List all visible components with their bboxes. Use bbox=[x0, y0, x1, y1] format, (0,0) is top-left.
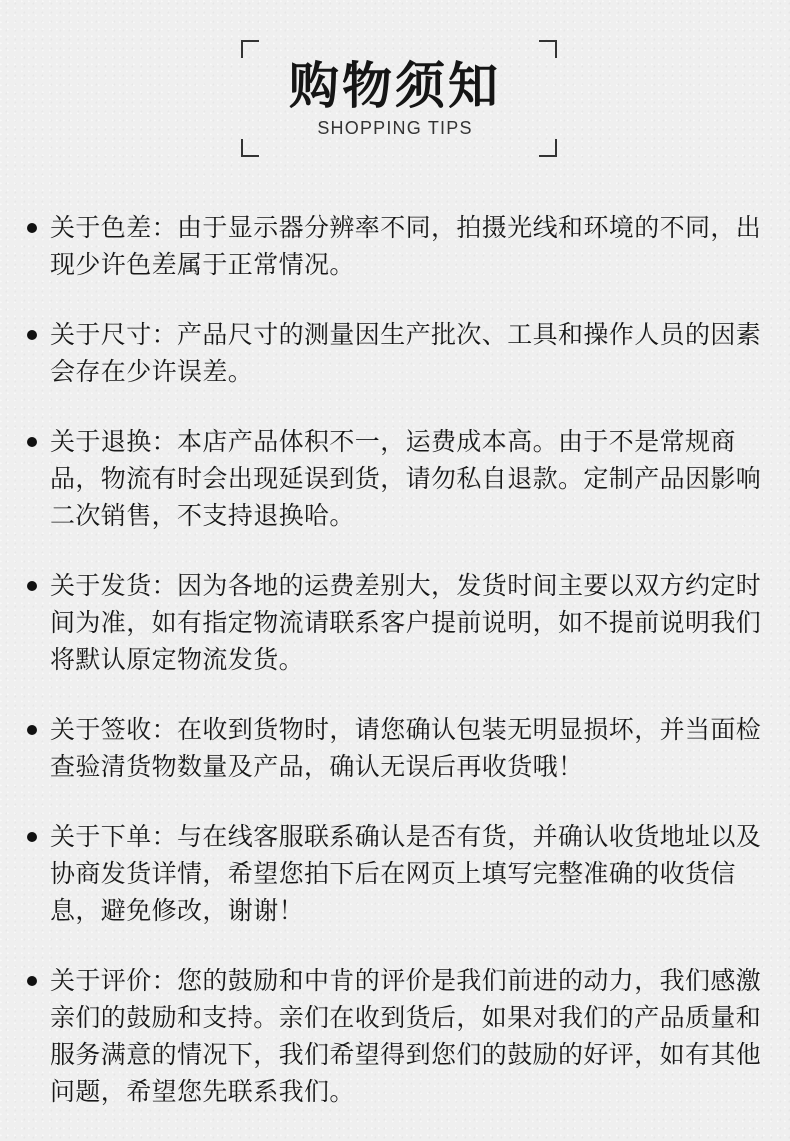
bullet-icon bbox=[27, 437, 37, 447]
bullet-icon bbox=[27, 725, 37, 735]
tips-list bbox=[24, 209, 768, 1110]
tip-returns bbox=[24, 423, 768, 534]
tip-shipping bbox=[24, 567, 768, 678]
bullet-icon bbox=[27, 581, 37, 591]
tip-text: 关于发货：因为各地的运费差别大，发货时间主要以双方约定时间为准，如有指定物流请联系客户提前说明，如不提前说明我们将默认原定物流发货。 bbox=[50, 571, 762, 674]
page-title: 购物须知 bbox=[289, 57, 501, 115]
top-right-corner-bracket bbox=[539, 40, 557, 58]
tip-text: 关于尺寸：产品尺寸的测量因生产批次、工具和操作人员的因素会存在少许误差。 bbox=[50, 320, 762, 386]
bottom-right-corner-bracket bbox=[539, 139, 557, 157]
bullet-icon bbox=[27, 832, 37, 842]
tip-reviews bbox=[24, 962, 768, 1110]
tip-text: 关于下单：与在线客服联系确认是否有货，并确认收货地址以及协商发货详情，希望您拍下后在网页上填写完整准确的收货信息，避免修改，谢谢！ bbox=[50, 822, 762, 925]
bullet-icon bbox=[27, 330, 37, 340]
tip-text: 关于色差：由于显示器分辨率不同，拍摄光线和环境的不同，出现少许色差属于正常情况。 bbox=[50, 213, 762, 279]
bullet-icon bbox=[27, 976, 37, 986]
bottom-left-corner-bracket bbox=[241, 139, 259, 157]
tip-size bbox=[24, 316, 768, 390]
page-subtitle: SHOPPING TIPS bbox=[317, 118, 473, 138]
tip-ordering bbox=[24, 818, 768, 929]
tip-receipt bbox=[24, 711, 768, 785]
tip-color-difference bbox=[24, 209, 768, 283]
top-left-corner-bracket bbox=[241, 40, 259, 58]
tip-text: 关于评价：您的鼓励和中肯的评价是我们前进的动力，我们感激亲们的鼓励和支持。亲们在收到货后，如果对我们的产品质量和服务满意的情况下，我们希望得到您们的鼓励的好评，如有其他问题，希望您先联系我们。 bbox=[50, 966, 762, 1106]
bullet-icon bbox=[27, 223, 37, 233]
tip-text: 关于退换：本店产品体积不一，运费成本高。由于不是常规商品，物流有时会出现延误到货，请勿私自退款。定制产品因影响二次销售，不支持退换哈。 bbox=[50, 427, 762, 530]
tip-text: 关于签收：在收到货物时，请您确认包装无明显损坏，并当面检查验清货物数量及产品，确认无误后再收货哦！ bbox=[50, 715, 762, 781]
